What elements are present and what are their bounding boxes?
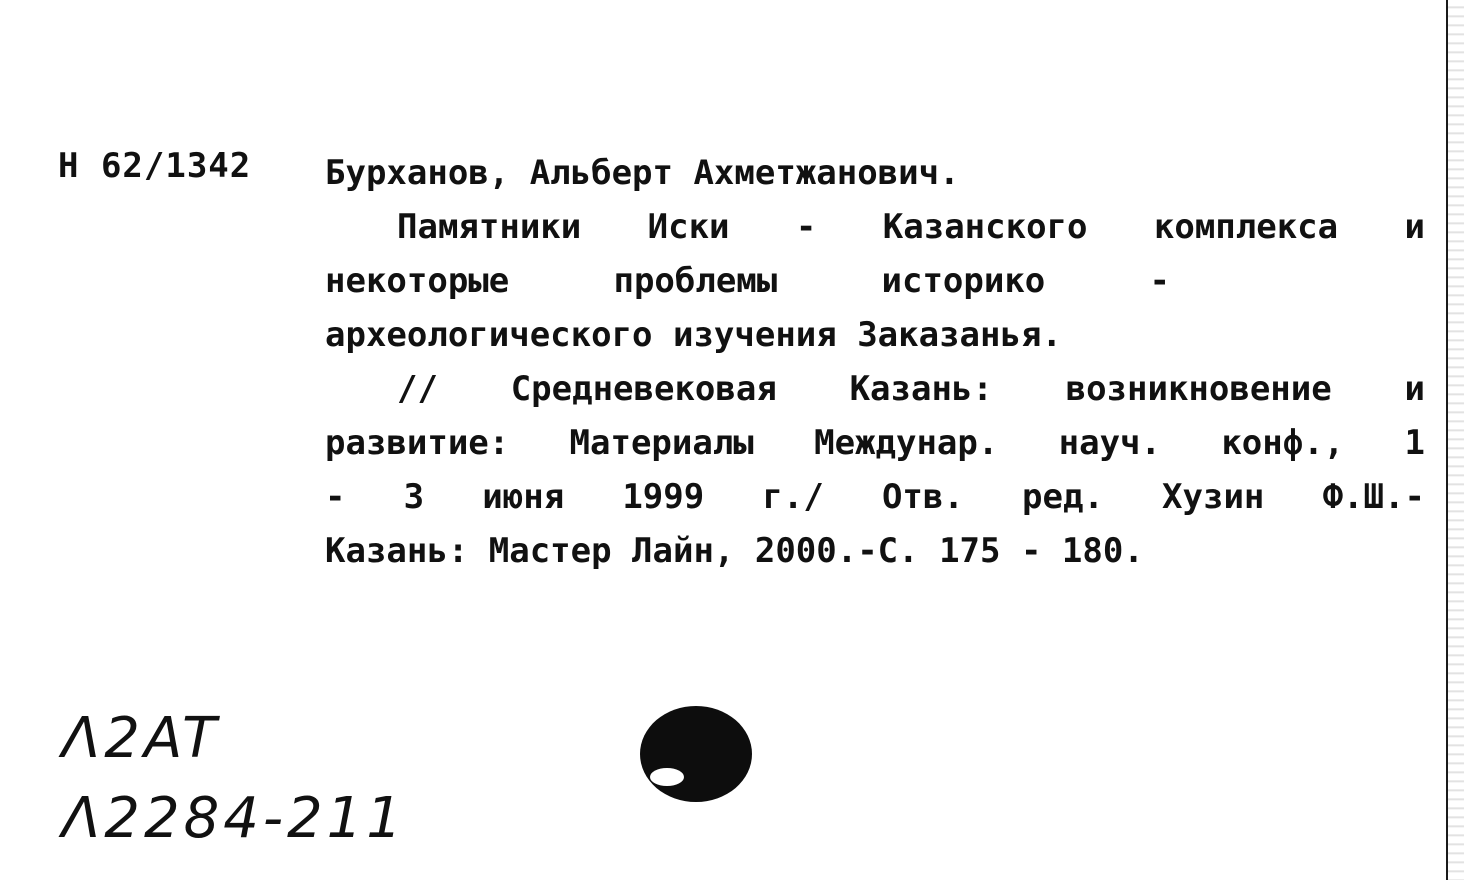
source-line-3: - 3 июня 1999 г./ Отв. ред. Хузин Ф.Ш.- bbox=[325, 477, 1425, 517]
card-edge bbox=[1446, 0, 1464, 880]
punch-hole bbox=[640, 706, 752, 802]
source-line-4: Казань: Мастер Лайн, 2000.-С. 175 - 180. bbox=[325, 531, 1144, 571]
title-line-1: Памятники Иски - Казанского комплекса и bbox=[397, 207, 1425, 247]
handwritten-code-1: Λ2AT bbox=[62, 706, 221, 771]
shelfmark: Н 62/1342 bbox=[58, 146, 252, 186]
title-line-3: археологического изучения Заказанья. bbox=[325, 315, 1062, 355]
bibliographic-entry bbox=[325, 146, 1425, 578]
source-line-2: развитие: Материалы Междунар. науч. конф., 1 bbox=[325, 423, 1425, 463]
handwritten-code-2: Λ2284-211 bbox=[62, 786, 406, 851]
title-line-2: некоторые проблемы историко - bbox=[325, 261, 1170, 301]
source-line-1: // Средневековая Казань: возникновение и bbox=[397, 369, 1425, 409]
author-line: Бурханов, Альберт Ахметжанович. bbox=[325, 153, 960, 193]
